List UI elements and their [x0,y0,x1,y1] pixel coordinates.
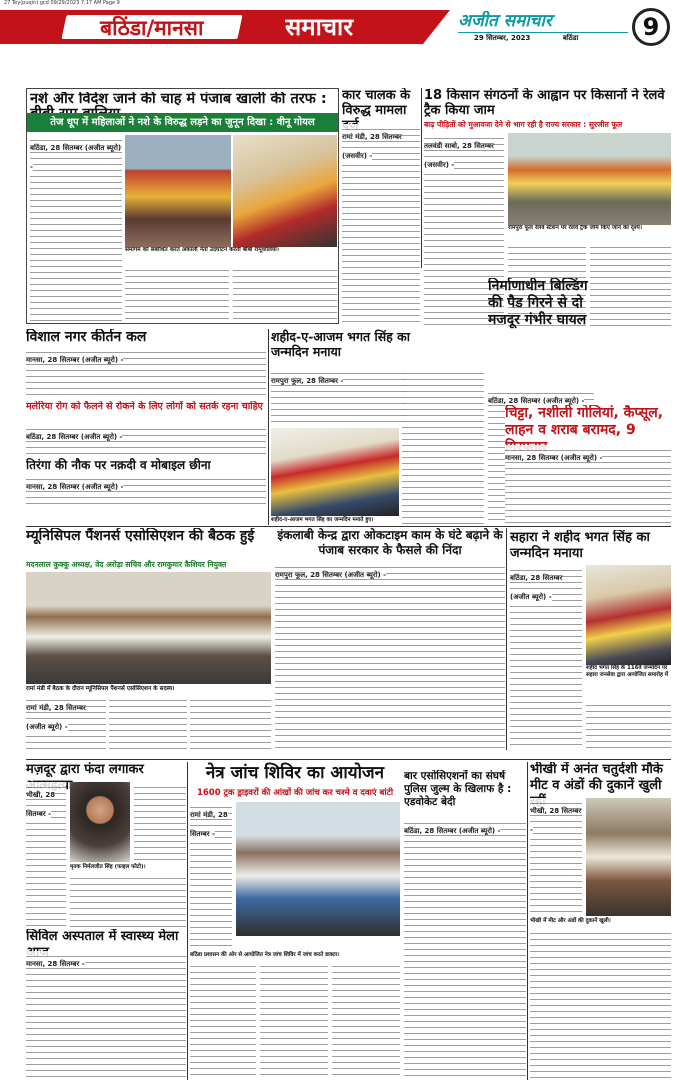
body-text-3 [260,961,328,1080]
masthead [0,7,677,47]
photo-caption: भीखी में मीट और अंडों की दुकानें खुली। [530,917,671,925]
column-rule [268,329,269,525]
body-text: मानसा, 28 सितम्बर (अजीत ब्यूरो) - [26,347,266,399]
body-text: भीखी, 28 सितम्बर - [530,798,582,916]
headline: कार चालक के विरुद्ध मामला [342,88,411,118]
photo-meat-shop [586,798,671,916]
body-text: रामपुरा फूल, 28 सितम्बर (अजीत ब्यूरो) - [275,562,505,750]
body-text-2 [109,695,187,750]
article-10 [275,528,505,750]
headline: विशाल नगर कीर्तन कल [26,329,147,345]
photo-caption: शहीद-ए-आजम भगत सिंह का जन्मदिन मनाते हुए। [271,516,399,524]
article-6-body: रामपुरा फूल, 28 सितम्बर - [271,368,406,426]
print-bar: 27 Tey(puqin) gcd 09/29/2023 7:17 AM Page 9 [0,0,677,7]
body-text-3 [233,265,337,321]
subheadline-bar: तेज धूप में महिलाओं ने नशे के विरुद्ध लड़ने का जुनून दिखा : वीनू गोयल [27,113,338,132]
headline: नशे और विदेश जाने की चाह में पंजाब खाली की तरफ : [30,92,327,107]
body-text-3 [70,873,186,927]
page-section-title: बठिंडा/मानसा [100,16,204,40]
article-11-body-2 [586,700,671,750]
photo-rally [125,135,231,247]
body-text-3 [190,695,271,750]
headline: मज़दूर द्वारा फंदा लगाकर [26,762,144,777]
body-text: बठिंडा, 28 सितम्बर (अजीत ब्यूरो) - [488,388,594,524]
row-rule [26,759,671,760]
masthead-center-title: समाचार [285,13,354,41]
photo-meeting [26,572,271,684]
edition-city: बठिंडा [562,34,579,42]
masthead-left-title [59,13,245,41]
headline: इंकलाबी केन्द्र द्वारा ओकटाइम काम के घंटे बढ़ाने के पंजाब सरकार के फैसले की निंदा [277,528,503,557]
article-15 [530,762,671,1080]
body-text-4 [332,961,400,1080]
photo-caption: मृतक निर्मलजीत सिंह (फाइल फोटो)। [70,863,180,871]
subheadline: मदनलाल कुक्कू अध्यक्ष, वेद अरोड़ा सचिव और रामकुमार कैशियर नियुक्त [26,560,227,569]
article-6-col2 [402,368,484,524]
body-text: भीखी, 28 सितम्बर - [26,782,66,927]
headline: बार एसोसिएशनों का संघर्ष पुलिस जुल्म के खिलाफ है : एडवोकेट बेदी [404,770,512,808]
body-text: मानसा, 28 सितम्बर - [26,951,186,1079]
article-12 [26,762,186,927]
photo-deceased [70,782,130,862]
headline: निर्माणाधीन बिल्डिंग की पैड गिरने से दो मजदूर गंभीर घायल [488,278,588,328]
column-rule [187,762,188,1080]
body-text: तलवंडी साबो, 28 सितम्बर (जसवीर) - [424,133,504,326]
subheadline: बाढ़ पीड़ितों को मुआवजा देने से भाग रही है राज्य सरकार : सुरजीत फूल [424,119,671,131]
article-11-body: बठिंडा, 28 सितम्बर (अजीत ब्यूरो) - [510,565,582,745]
body-text-3 [590,242,671,326]
body-text [30,135,122,321]
issue-date: 29 सितम्बर, 2023 [474,34,531,42]
subheadline: 1600 ट्रक ड्राइवरों की आंखों की जांच कर चश्मे व दवाएं बांटी [196,788,394,798]
row-rule [26,526,671,527]
photo-eye-camp [236,802,400,936]
headline: नेत्र जांच शिविर का आयोजन [205,763,385,783]
article-2 [342,88,420,326]
body-text: मानसा, 28 सितम्बर (अजीत ब्यूरो) - [26,474,266,508]
body-text: बठिंडा, 28 सितम्बर (अजीत ब्यूरो) - [404,818,526,1080]
headline: म्यूनिसिपल पैंशनर्स एसोसिएशन की बैठक हुई [26,528,255,544]
body-text-2 [530,928,671,1080]
photo-birthday [271,428,399,516]
photo-caption: बठिंडा प्रशासन की ओर से आयोजित नेत्र जांच शिविर में जांच करते डाक्टर। [190,951,400,959]
headline: सिविल अस्पताल में स्वास्थ्य मेला [26,929,179,944]
photo-rail-protest [508,133,671,225]
photo-caption: समागम को संबोधित करते अकाली नेता उदघाटन करतीं बीबी रामूवालिया। [125,247,337,263]
photo-caption: रामां मंडी में बैठक के दौरान म्यूनिसिपल पैंशनर्स एसोसिएशन के सदस्य। [26,685,271,693]
column-rule [506,528,507,750]
headline: शहीद-ए-आजम भगत सिंह का जन्मदिन मनाया [271,329,410,359]
brand-name: अजीत समाचार [458,11,552,31]
body-text-2 [134,782,186,862]
photo-caption: शहीद भगत सिंह के 116वें जन्मदिन पर सहारा जनसेवा द्वारा आयोजित समारोह में [586,665,671,699]
article-13 [190,762,400,1080]
photo-sahara [586,565,671,665]
article-5 [26,401,266,456]
masthead-dateline [458,32,628,44]
body-text-2 [125,265,229,321]
body-text: रामां मंडी, 28 सितम्बर (अजीत ब्यूरो) - [26,695,106,750]
headline: चिट्टा, नशीली गोलियां, कैप्सूल, लाहन व शराब बरामद, 9 [505,405,664,438]
body-text: बठिंडा, 28 सितम्बर (अजीत ब्यूरो) - [26,424,266,456]
column-rule [527,762,528,1080]
page-number-circle: 9 [632,8,670,46]
dateline: बठिंडा, 28 सितम्बर (अजीत ब्यूरो) - [30,144,122,171]
article-17 [26,458,266,508]
body-text: रामां मंडी, 28 सितम्बर (जसवीर) - [342,124,420,326]
headline: मलेरिया रोग को फैलने से रोकने के लिए लोगों को सतर्क रहना चाहिए [26,401,263,412]
headline: भीखी में अनंत चतुर्दशी मौके मीट व अंडों की दुकानें खुली [530,762,663,793]
body-text-2 [190,961,256,1080]
photo-stage [233,135,337,247]
photo-caption: रामपुरा फूल रेलवे स्टेशन पर रेलवे ट्रैक जाम किए जाने का दृश्य। [508,225,671,241]
article-4 [26,329,266,399]
column-rule [421,88,422,268]
body-text: रामां मंडी, 28 सितम्बर - [190,802,232,950]
article-14 [404,770,526,1080]
headline: 18 किसान संगठनों के आह्वान पर किसानों ने रेलवे ट्रैक किया जाम [424,88,665,118]
body-text: मानसा, 28 सितम्बर (अजीत ब्यूरो) - [505,445,671,525]
article-16 [26,929,186,1079]
article-11-headline: सहारा ने शहीद भगत सिंह का जन्मदिन मनाया [510,530,650,561]
article-1 [26,88,339,324]
article-9 [26,528,271,750]
article-8 [505,405,671,525]
headline: तिरंगा की नौक पर नक़दी व मोबाइल छीना [26,458,211,472]
